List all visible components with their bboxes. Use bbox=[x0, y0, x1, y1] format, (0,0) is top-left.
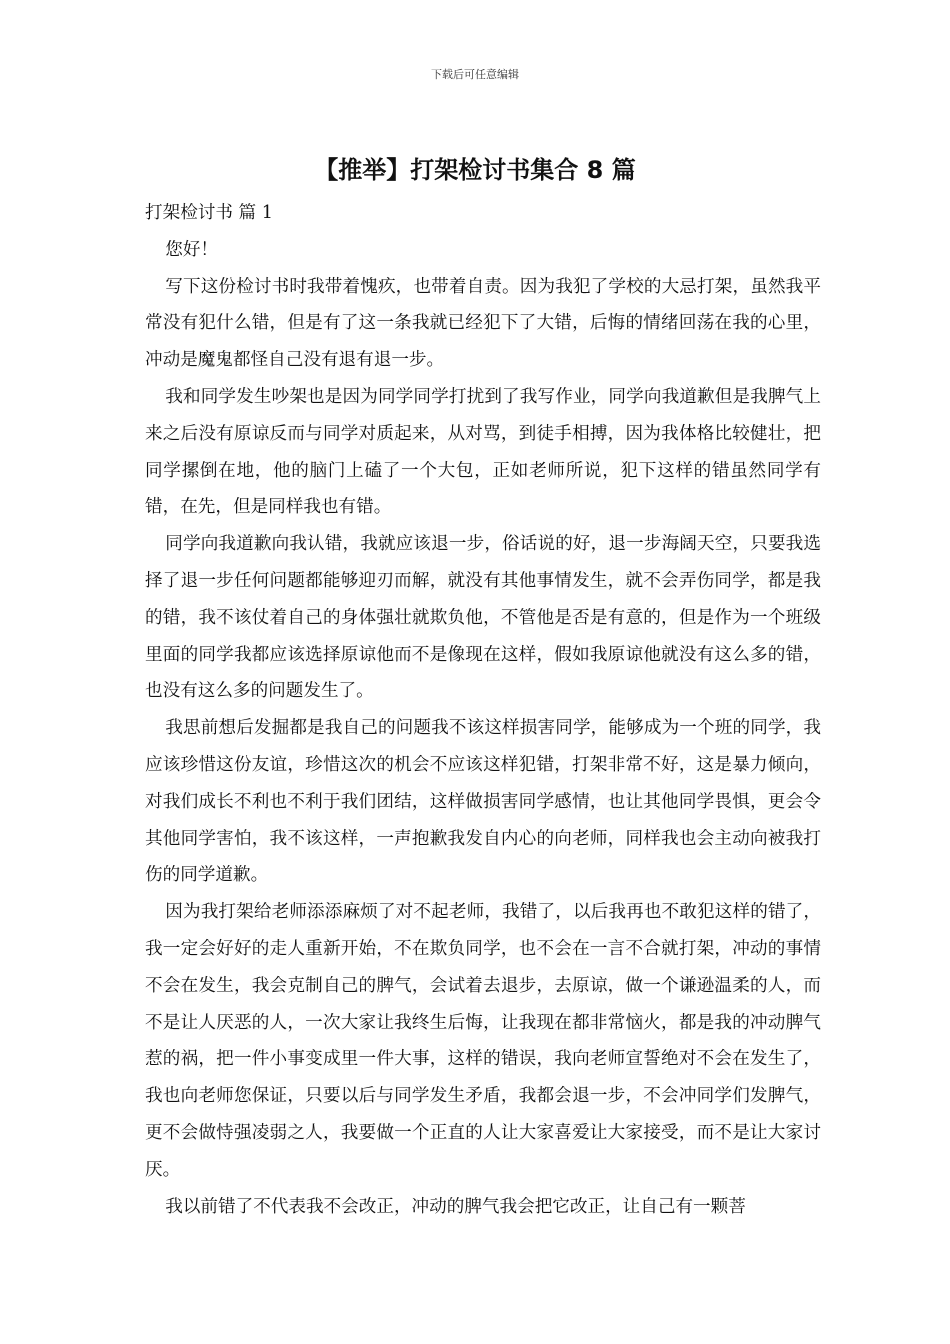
paragraph: 写下这份检讨书时我带着愧疚，也带着自责。因为我犯了学校的大忌打架，虽然我平常没有犯什么错，但是有了这一条我就已经犯下了大错，后悔的情绪回荡在我的心里，冲动是魔鬼都怪自己没有退有退一步。 bbox=[145, 276, 821, 371]
paragraph: 我以前错了不代表我不会改正，冲动的脾气我会把它改正，让自己有一颗菩 bbox=[165, 1196, 746, 1217]
document-body bbox=[145, 195, 821, 1225]
header-note: 下载后可任意编辑 bbox=[431, 68, 519, 81]
paragraph: 因为我打架给老师添添麻烦了对不起老师，我错了，以后我再也不敢犯这样的错了，我一定会好好的走人重新开始，不在欺负同学，也不会在一言不合就打架，冲动的事情不会在发生，我会克制自己的脾气，会试着去退步，去原谅，做一个谦逊温柔的人，而不是让人厌恶的人，一次大家让我终生后悔，让我现在都非常恼火，都是我的冲动脾气惹的祸，把一件小事变成里一件大事，这样的错误，我向老师宣誓绝对不会在发生了，我也向老师您保证，只要以后与同学发生矛盾，我都会退一步，不会冲同学们发脾气，更不会做恃强凌弱之人，我要做一个正直的人让大家喜爱让大家接受，而不是让大家讨厌。 bbox=[145, 902, 821, 1180]
paragraph: 我和同学发生吵架也是因为同学同学打扰到了我写作业，同学向我道歉但是我脾气上来之后没有原谅反而与同学对质起来，从对骂，到徒手相搏，因为我体格比较健壮，把同学摞倒在地，他的脑门上磕了一个大包，正如老师所说，犯下这样的错虽然同学有错，在先，但是同样我也有错。 bbox=[145, 386, 821, 518]
paragraph-greeting: 您好！ bbox=[165, 239, 219, 260]
document-title: 【推举】打架检讨书集合 8 篇 bbox=[314, 156, 636, 184]
section-heading: 打架检讨书 篇 1 bbox=[145, 203, 273, 223]
paragraph: 我思前想后发掘都是我自己的问题我不该这样损害同学，能够成为一个班的同学，我应该珍惜这份友谊，珍惜这次的机会不应该这样犯错，打架非常不好，这是暴力倾向，对我们成长不利也不利于我们团结，这样做损害同学感情，也让其他同学畏惧，更会令其他同学害怕，我不该这样，一声抱歉我发自内心的向老师，同样我也会主动向被我打伤的同学道歉。 bbox=[145, 718, 821, 886]
paragraph: 同学向我道歉向我认错，我就应该退一步，俗话说的好，退一步海阔天空，只要我选择了退一步任何问题都能够迎刃而解，就没有其他事情发生，就不会弄伤同学，都是我的错，我不该仗着自己的身体强壮就欺负他，不管他是否是有意的，但是作为一个班级里面的同学我都应该选择原谅他而不是像现在这样，假如我原谅他就没有这么多的错，也没有这么多的问题发生了。 bbox=[145, 534, 821, 702]
